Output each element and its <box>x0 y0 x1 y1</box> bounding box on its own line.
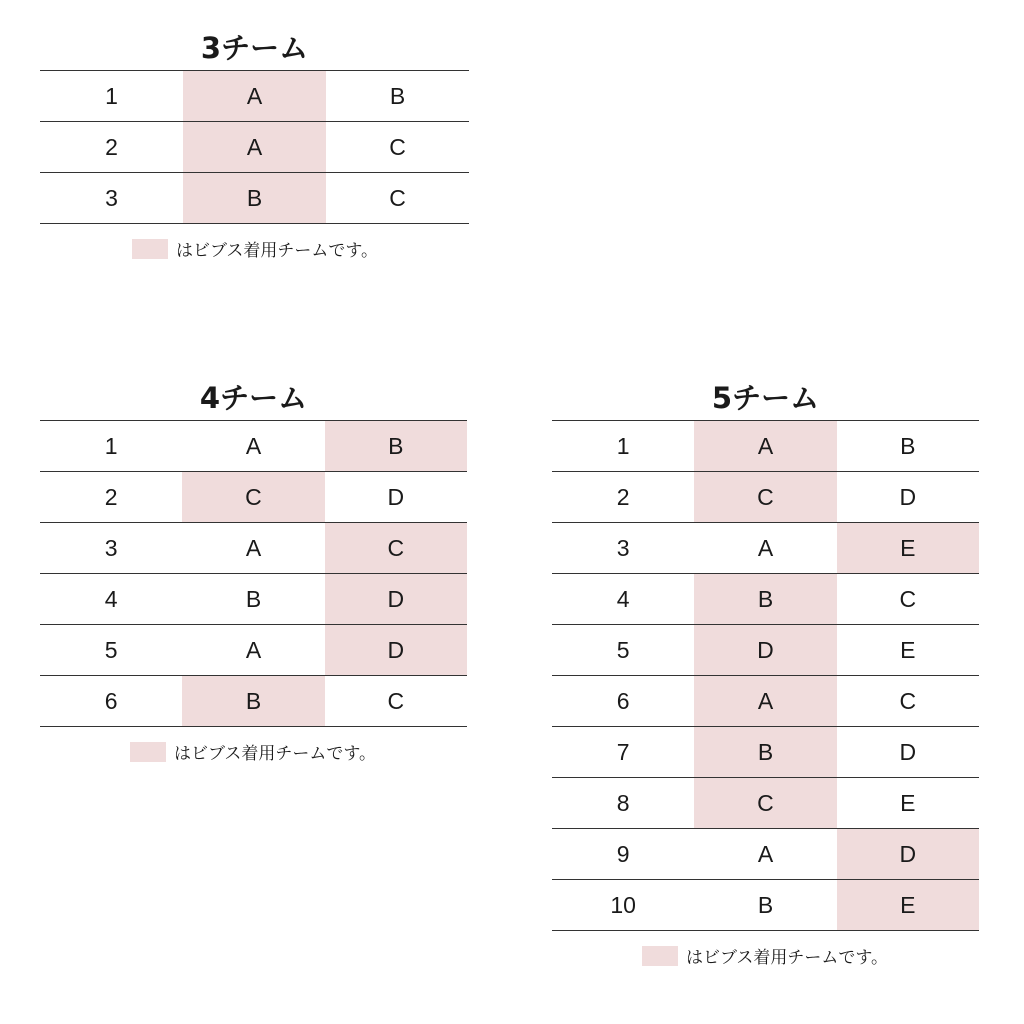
match-number: 6 <box>40 676 182 727</box>
legend <box>642 943 979 968</box>
match-number: 2 <box>552 472 694 523</box>
table-row <box>40 625 467 676</box>
table-row <box>552 727 979 778</box>
team-right: E <box>837 523 979 574</box>
team-right: B <box>325 421 467 472</box>
team-right: E <box>837 625 979 676</box>
team-right: C <box>326 173 469 224</box>
table-row <box>552 523 979 574</box>
team-right: D <box>325 625 467 676</box>
match-number: 1 <box>552 421 694 472</box>
team-left: A <box>694 676 836 727</box>
team-right: C <box>837 676 979 727</box>
bib-color-swatch <box>130 742 166 762</box>
schedule-table <box>552 420 979 931</box>
match-number: 1 <box>40 421 182 472</box>
table-row <box>40 421 467 472</box>
schedule-5-teams <box>552 368 979 968</box>
match-number: 4 <box>552 574 694 625</box>
team-right: E <box>837 880 979 931</box>
team-left: A <box>694 421 836 472</box>
team-right: C <box>837 574 979 625</box>
schedule-4-teams <box>40 368 467 764</box>
team-left: C <box>182 472 324 523</box>
legend-text: はビブス着用チームです。 <box>176 241 378 261</box>
table-row <box>552 421 979 472</box>
team-left: A <box>182 421 324 472</box>
match-number: 4 <box>40 574 182 625</box>
team-left: B <box>182 574 324 625</box>
match-number: 2 <box>40 122 183 173</box>
table-row <box>40 173 469 224</box>
team-left: A <box>182 625 324 676</box>
team-right: E <box>837 778 979 829</box>
schedule-table <box>40 420 467 727</box>
schedule-title: 3チーム <box>200 31 309 65</box>
table-row <box>552 880 979 931</box>
team-left: A <box>183 71 326 122</box>
schedule-title: 5チーム <box>711 381 820 415</box>
team-left: B <box>183 173 326 224</box>
team-left: A <box>183 122 326 173</box>
match-number: 10 <box>552 880 694 931</box>
legend <box>130 739 467 764</box>
team-left: B <box>694 727 836 778</box>
team-right: D <box>325 472 467 523</box>
team-right: D <box>837 727 979 778</box>
table-row <box>552 778 979 829</box>
table-row <box>552 676 979 727</box>
team-left: B <box>182 676 324 727</box>
team-right: C <box>325 523 467 574</box>
schedule-table <box>40 70 469 224</box>
legend-text: はビブス着用チームです。 <box>686 948 888 968</box>
match-number: 5 <box>552 625 694 676</box>
table-row <box>40 574 467 625</box>
match-number: 9 <box>552 829 694 880</box>
team-right: B <box>837 421 979 472</box>
match-number: 7 <box>552 727 694 778</box>
team-left: A <box>694 829 836 880</box>
match-number: 1 <box>40 71 183 122</box>
table-row <box>40 523 467 574</box>
team-right: D <box>837 829 979 880</box>
team-left: D <box>694 625 836 676</box>
match-number: 2 <box>40 472 182 523</box>
bib-color-swatch <box>642 946 678 966</box>
team-left: A <box>694 523 836 574</box>
schedule-3-teams <box>40 18 469 261</box>
table-row <box>552 574 979 625</box>
match-number: 3 <box>552 523 694 574</box>
table-row <box>40 71 469 122</box>
team-right: D <box>837 472 979 523</box>
team-right: D <box>325 574 467 625</box>
table-row <box>40 676 467 727</box>
table-row <box>552 625 979 676</box>
table-row <box>552 472 979 523</box>
team-right: C <box>326 122 469 173</box>
match-number: 5 <box>40 625 182 676</box>
table-row <box>40 122 469 173</box>
match-number: 3 <box>40 523 182 574</box>
team-right: B <box>326 71 469 122</box>
team-left: B <box>694 880 836 931</box>
table-row <box>552 829 979 880</box>
schedule-title: 4チーム <box>199 381 308 415</box>
team-left: B <box>694 574 836 625</box>
table-row <box>40 472 467 523</box>
match-number: 8 <box>552 778 694 829</box>
team-left: C <box>694 472 836 523</box>
team-left: A <box>182 523 324 574</box>
legend <box>132 236 469 261</box>
match-number: 6 <box>552 676 694 727</box>
bib-color-swatch <box>132 239 168 259</box>
match-number: 3 <box>40 173 183 224</box>
team-right: C <box>325 676 467 727</box>
legend-text: はビブス着用チームです。 <box>174 744 376 764</box>
team-left: C <box>694 778 836 829</box>
